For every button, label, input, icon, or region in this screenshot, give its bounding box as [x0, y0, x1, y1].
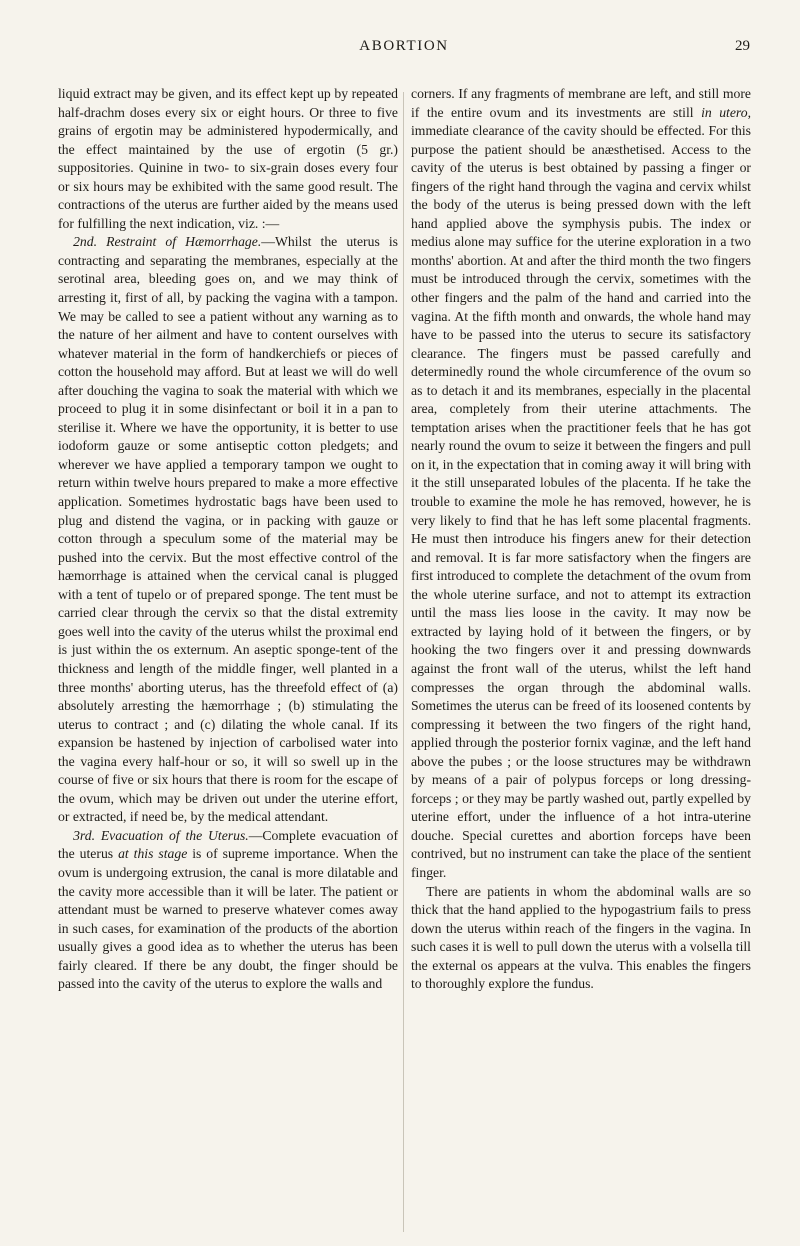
section-heading-evacuation: 3rd. Evacuation of the Uterus. [73, 827, 249, 843]
column-divider [403, 92, 404, 1232]
emphasis-at-this-stage: at this stage [118, 846, 188, 862]
running-title: ABORTION [359, 38, 449, 54]
paragraph-restraint-text: —Whilst the uterus is contracting and separating the membranes, especially at the serotinal area, bleeding goes on, and we may think of arresting it, first of all, by packing the vagina with a tampon. We may be called to see a patient without any warning as to the nature of her ailment and have to content ourselves with whatever material in the form of handkerchiefs or pieces of cotton the household may afford. But at least we will do well after douching the vagina to soak the material with which we proceed to plug it in some disinfectant or boil it in a pan to sterilise it. Where we have the opportunity, it is better to use iodoform gauze or some antiseptic cotton pledgets; and wherever we have applied a temporary tampon we ought to return within twelve hours prepared to make a more effective application. Sometimes hydrostatic bags have been used to plug and distend the vagina, or in packing with gauze or cotton through a speculum some of the material may be pushed into the cervix. But the most effective control of the hæmorrhage is attained when the cervical canal is plugged with a tent of tupelo or of prepared sponge. The tent must be carried clear through the cervix so that the distal extremity goes well into the cavity of the uterus whilst the proximal end is just within the os externum. An aseptic sponge-tent of the thickness and length of the middle finger, well planted in a three months' aborting uterus, has the threefold effect of (a) absolutely arresting the hæmorrhage ; (b) stimulating the uterus to contract ; and (c) dilating the whole canal. If its expansion be hastened by injection of carbolised water into the vagina every half-hour or so, it will so swell up in the course of five or six hours that there is room for the escape of the ovum, which may be driven out under the uterine effort, or extracted, if need be, by the medical attendant. [58, 234, 398, 825]
right-column [411, 85, 751, 994]
page-header [58, 38, 750, 62]
emphasis-in-utero: in utero [701, 104, 748, 120]
section-heading-restraint: 2nd. Restraint of Hæmorrhage. [73, 234, 262, 250]
paragraph-evacuation-text-b: is of supreme importance. When the ovum is undergoing extrusion, the canal is more dilatable and the cavity more accessible than it will be later. The patient or attendant must be warned to preserve whatever comes away in such cases, for examination of the products of the abortion usually gives a good idea as to whether the uterus has been fairly cleared. If there be any doubt, the finger should be passed into the cavity of the uterus to explore the walls and [58, 846, 398, 992]
paragraph-clearance-text-a: corners. If any fragments of membrane are left, and still more if the entire ovum and its investments are still [411, 86, 751, 120]
paragraph-ergot-dosage: liquid extract may be given, and its effect kept up by repeated half-drachm doses every six or eight hours. Or three to five grains of ergotin may be administered hypodermically, and the effect maintained by the use of ergotin (5 gr.) suppositories. Quinine in two- to six-grain doses every four or six hours may be exhibited with the same good result. The contractions of the uterus are further aided by the means used for fulfilling the next indication, viz. :— [58, 86, 398, 231]
paragraph-clearance-text-b: , immediate clearance of the cavity should be effected. For this purpose the patient should be anæsthetised. Access to the cavity of the uterus is best obtained by passing a finger or fingers of the right hand through the vagina and cervix whilst the body of the uterus is being pressed down with the left hand applied above the symphysis pubis. The index or medius alone may suffice for the uterine exploration in a two months' abortion. At and after the third month the two fingers must be introduced through the cervix, sometimes with the other fingers and the palm of the hand and carried into the vagina. At the fifth month and onwards, the whole hand may have to be passed into the uterus to secure its satisfactory clearance. The fingers must be passed carefully and determinedly round the whole circumference of the ovum so as to detach it and its membranes, especially in the placental area, completely from their uterine attachments. The temptation arises when the practitioner feels that he has got nearly round the ovum to seize it between the fingers and pull on it, in the expectation that in coming away it will bring with it the still unseparated lobules of the placenta. If he take the trouble to examine the mole he has removed, however, he is very likely to find that he has left some placental fragments. He must then introduce his fingers anew for their detection and removal. It is far more satisfactory when the fingers are first introduced to complete the detachment of the ovum from the whole uterine surface, and not to attempt its extraction until the mass lies loose in the cavity. It may now be extracted by laying hold of it between the fingers, or by hooking the two fingers over it and pressing downwards against the front wall of the uterus, whilst the left hand compresses the organ through the abdominal walls. Sometimes the uterus can be freed of its loosened contents by compressing it between the two fingers of the right hand, applied through the posterior fornix vaginæ, and the left hand above the pubes ; or the loose structures may be withdrawn by means of a pair of polypus forceps or long dressing-forceps ; or they may be partly washed out, partly expelled by uterine effort, under the influence of a hot intra-uterine douche. Special curettes and abortion forceps have been contrived, but no instrument can take the place of the sentient finger. [411, 104, 752, 880]
paragraph-restraint-of-haemorrhage [58, 233, 398, 827]
paragraph-evacuation-text-a: —Complete evacuation of the uterus [58, 827, 398, 862]
page-number: 29 [735, 38, 750, 54]
left-column [58, 85, 398, 994]
paragraph-evacuation-of-uterus [58, 827, 398, 994]
paragraph-uterine-clearance [411, 85, 751, 883]
paragraph-thick-abdominal-walls: There are patients in whom the abdominal walls are so thick that the hand applied to the hypogastrium fails to press down the uterus within reach of the fingers in the vagina. In such cases it is well to pull down the uterus with a volsella till the external os appears at the vulva. This enables the fingers to thoroughly explore the fundus. [411, 883, 751, 992]
